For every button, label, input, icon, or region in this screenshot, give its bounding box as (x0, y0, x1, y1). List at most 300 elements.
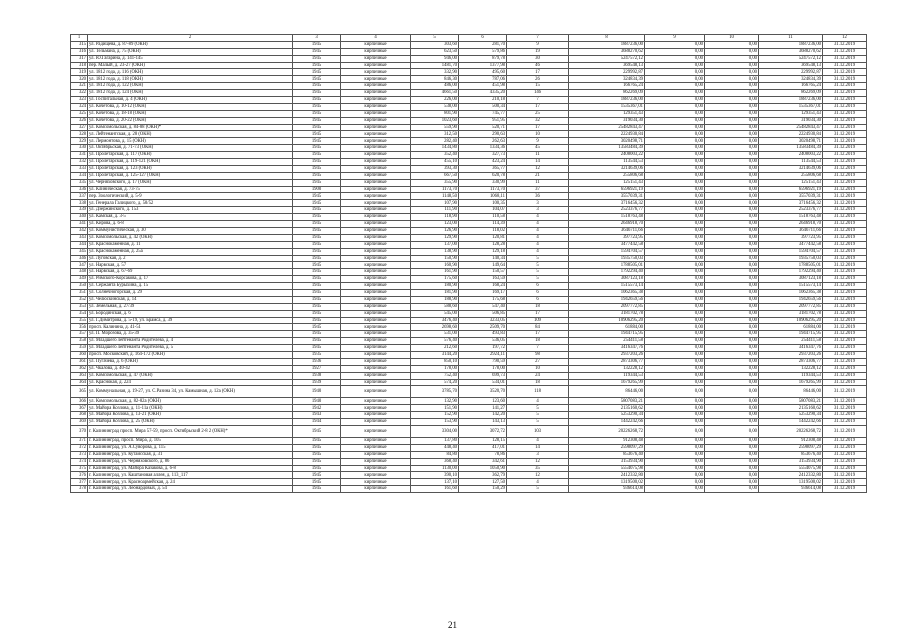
table-cell: 365,77 (459, 165, 507, 172)
table-cell: 1062365,38 (569, 289, 645, 296)
table-cell: 31.12.2019 (823, 207, 867, 214)
table-cell: кирпичные (341, 303, 411, 310)
table-cell: 0,00 (645, 419, 705, 426)
table-cell: 129351,43 (759, 110, 823, 117)
table-row (71, 248, 867, 255)
column-header: 5 (411, 35, 459, 42)
table-cell: 3477442,58 (569, 241, 645, 248)
table-cell: 1434,80 (411, 145, 459, 152)
table-cell: 226,00 (411, 97, 459, 104)
table-cell: 0,00 (705, 379, 759, 386)
table-cell: 1945 (293, 103, 341, 110)
table-cell: 0,00 (705, 97, 759, 104)
table-cell: 5 (507, 412, 569, 419)
table-cell: кирпичные (341, 379, 411, 386)
table-row (71, 365, 867, 372)
table-cell: 350 (71, 283, 88, 290)
table-cell: 12 (507, 165, 569, 172)
table-cell: 0,00 (645, 296, 705, 303)
table-cell: 1945 (293, 138, 341, 145)
table-cell: 3688270,62 (569, 48, 645, 55)
table-cell: 0,00 (705, 41, 759, 48)
table-cell: 31.12.2019 (823, 62, 867, 69)
table-cell: ул. Чкалова, д. 40-42 (88, 365, 293, 372)
table-cell: 9 (507, 138, 569, 145)
column-header: 4 (341, 35, 411, 42)
table-cell: 500,34 (459, 103, 507, 110)
table-cell: 0,00 (645, 317, 705, 324)
table-cell: кирпичные (341, 386, 411, 398)
table-cell: 2412332,80 (569, 472, 645, 479)
table-cell: 0,00 (705, 338, 759, 345)
table-row (71, 458, 867, 465)
table-cell: 1944715,95 (569, 331, 645, 338)
table-cell: г. Калининград, ул. Черняховского, д. 86 (88, 458, 293, 465)
table-cell: 3785,70 (411, 386, 459, 398)
table-cell: 787,06 (459, 76, 507, 83)
table-cell: кирпичные (341, 372, 411, 379)
table-cell: 0,00 (645, 324, 705, 331)
table-cell: 0,00 (645, 458, 705, 465)
table-cell: 111,90 (411, 207, 459, 214)
table-cell: 45 (507, 145, 569, 152)
table-cell: 0,00 (705, 145, 759, 152)
table-cell: 0,00 (705, 472, 759, 479)
table-cell: ул. Камская, д. 3-5 (88, 214, 293, 221)
table-cell: 3476,40 (411, 317, 459, 324)
table-cell: ул. Лермонтова, д. 15 (ОКН) (88, 138, 293, 145)
table-cell: 1945 (293, 110, 341, 117)
table-cell: 197,72 (459, 345, 507, 352)
table-cell: 417,01 (459, 444, 507, 451)
table-cell: 321 (71, 83, 88, 90)
table-cell: 0,00 (645, 62, 705, 69)
table-cell: 3477442,58 (759, 241, 823, 248)
table-cell: 336 (71, 186, 88, 193)
table-cell: 1130,00 (411, 465, 459, 472)
table-cell: 319034,30 (759, 117, 823, 124)
table-cell: ул. Дзержинского, д. 153 (88, 207, 293, 214)
table-cell: 178,00 (459, 365, 507, 372)
table-cell: 620,78 (459, 172, 507, 179)
table-cell: ул. Сержанта Бурыхина, д. 15 (88, 283, 293, 290)
table-cell: 324834,39 (759, 76, 823, 83)
table-cell: 0,00 (705, 412, 759, 419)
table-cell: кирпичные (341, 269, 411, 276)
table-cell: 17 (507, 331, 569, 338)
table-cell: г. Калининград просп. Мира 57-59, просп. Октябрьский 2-8 2 (ОКН)* (88, 425, 293, 437)
table-cell: 1940 (293, 386, 341, 398)
table-cell: г. Калининград, ул. Красноармейская, д. 24 (88, 479, 293, 486)
table-cell: 316 (71, 48, 88, 55)
table-cell: кирпичные (341, 200, 411, 207)
table-row (71, 317, 867, 324)
table-cell: 152,90 (411, 412, 459, 419)
table-cell: 2873306,77 (569, 358, 645, 365)
table-cell: 128,28 (459, 241, 507, 248)
table-cell: 0,00 (705, 324, 759, 331)
table-cell: 1945 (293, 234, 341, 241)
table-cell: 3716456,32 (569, 200, 645, 207)
houses-table (70, 34, 867, 493)
table-cell: 378 (71, 486, 88, 493)
table-cell: 0,00 (705, 372, 759, 379)
table-cell: кирпичные (341, 131, 411, 138)
table-cell: ул. Майора Козлова, д. 25 (ОКН) (88, 419, 293, 426)
table-cell: 35 (507, 465, 569, 472)
table-row (71, 152, 867, 159)
table-cell: г. Калининград, ул. Леонардовых, д. 54 (88, 486, 293, 493)
table-cell: 853676,40 (569, 451, 645, 458)
table-cell: 31.12.2019 (823, 234, 867, 241)
table-cell: кирпичные (341, 331, 411, 338)
table-row (71, 200, 867, 207)
table-cell: 25482843,47 (569, 124, 645, 131)
table-cell: кирпичные (341, 117, 411, 124)
table-cell: 1945 (293, 317, 341, 324)
table-cell: 10906295,20 (759, 317, 823, 324)
table-cell: 2937203,26 (759, 351, 823, 358)
table-cell: 31.12.2019 (823, 472, 867, 479)
table-cell: 2408003,22 (759, 152, 823, 159)
table-cell: 166765,24 (569, 83, 645, 90)
table-cell: кирпичные (341, 186, 411, 193)
table-row (71, 405, 867, 412)
table-cell: 397723,95 (569, 234, 645, 241)
table-cell: 1945 (293, 255, 341, 262)
table-cell: 169,17 (459, 289, 507, 296)
table-cell: 1938 (293, 372, 341, 379)
table-cell: 137,10 (411, 479, 459, 486)
table-cell: 0,00 (705, 289, 759, 296)
table-row (71, 193, 867, 200)
table-cell: кирпичные (341, 419, 411, 426)
table-cell: 31.12.2019 (823, 419, 867, 426)
table-cell: 0,00 (705, 76, 759, 83)
table-cell: 1945 (293, 338, 341, 345)
table-cell: 0,00 (645, 479, 705, 486)
table-cell: 1935750,03 (759, 255, 823, 262)
table-cell: 151,90 (411, 405, 459, 412)
table-cell: 317 (71, 55, 88, 62)
table-cell: 0,00 (705, 331, 759, 338)
table-cell: 175,68 (459, 296, 507, 303)
table-cell: кирпичные (341, 458, 411, 465)
table-cell: 374 (71, 458, 88, 465)
table-cell: ул. Краснокаменная, д. 25а (88, 248, 293, 255)
table-cell: ул. Ю.Гагарина, д. 141-145 (88, 55, 293, 62)
table-cell: 4661,50 (411, 90, 459, 97)
table-cell: 332 (71, 159, 88, 166)
table-row (71, 412, 867, 419)
table-cell: 86446,00 (569, 386, 645, 398)
table-cell: 6596921,19 (569, 186, 645, 193)
table-cell: 341 (71, 221, 88, 228)
table-cell: кирпичные (341, 193, 411, 200)
table-cell: кирпичные (341, 365, 411, 372)
table-cell: 31.12.2019 (823, 405, 867, 412)
table-row (71, 159, 867, 166)
table-cell: 1945 (293, 145, 341, 152)
table-cell: 0,00 (705, 262, 759, 269)
table-cell: 107,90 (411, 200, 459, 207)
table-row (71, 331, 867, 338)
table-cell: ул. Кочетова, д. 18-18 (ОКН) (88, 110, 293, 117)
table-cell: 3557039,31 (759, 193, 823, 200)
table-cell: 1334,36 (459, 145, 507, 152)
table-cell: 0,00 (645, 331, 705, 338)
table-cell: 4 (507, 234, 569, 241)
table-cell: 322 (71, 90, 88, 97)
table-cell: 338 (71, 200, 88, 207)
table-cell: 6596921,19 (759, 186, 823, 193)
table-row (71, 83, 867, 90)
table-cell: 752,40 (411, 372, 459, 379)
table-cell: кирпичные (341, 227, 411, 234)
table-cell: 323 (71, 97, 88, 104)
table-cell: 1945 (293, 131, 341, 138)
table-cell: кирпичные (341, 289, 411, 296)
table-cell: 84,80 (411, 451, 459, 458)
table-cell: 2408003,22 (569, 152, 645, 159)
table-row (71, 296, 867, 303)
table-cell: 0,00 (645, 338, 705, 345)
table-cell: 393,30 (411, 165, 459, 172)
table-cell: 369548,13 (569, 62, 645, 69)
table-cell: ул. Госпитальная, д. 4 (ОКН) (88, 97, 293, 104)
table-cell: 360 (71, 351, 88, 358)
table-cell: 0,00 (705, 90, 759, 97)
table-cell: кирпичные (341, 90, 411, 97)
table-cell: 340 (71, 214, 88, 221)
table-cell: 125151,43 (759, 179, 823, 186)
table-cell: 369 (71, 419, 88, 426)
table-cell: 330 (71, 145, 88, 152)
table-cell: 31.12.2019 (823, 398, 867, 405)
table-cell: 0,00 (705, 186, 759, 193)
table-cell: 31.12.2019 (823, 248, 867, 255)
table-cell: 138,90 (411, 248, 459, 255)
table-cell: 574,20 (411, 379, 459, 386)
table-row (71, 437, 867, 444)
table-cell: ул. Генерала Галицкого, д. 50/52 (88, 200, 293, 207)
table-cell: 2412332,80 (759, 472, 823, 479)
table-cell: 2097772,85 (569, 303, 645, 310)
table-cell: 31.12.2019 (823, 69, 867, 76)
column-header: 2 (88, 35, 293, 42)
column-header: 7 (507, 35, 569, 42)
table-cell: 3233,05 (459, 317, 507, 324)
table-cell: кирпичные (341, 62, 411, 69)
table-cell: ул. Тельмана, д. 75 (ОКН) (88, 48, 293, 55)
table-cell: 1940 (293, 398, 341, 405)
table-cell: 2224930,84 (759, 131, 823, 138)
table-cell: 150,29 (459, 486, 507, 493)
table-cell: 31.12.2019 (823, 486, 867, 493)
table-cell: 1319500,02 (569, 479, 645, 486)
table-cell: 4 (507, 214, 569, 221)
table-cell: кирпичные (341, 351, 411, 358)
table-cell: 18 (507, 379, 569, 386)
table-cell: 495,60 (459, 69, 507, 76)
table-cell: 1945 (293, 331, 341, 338)
table-cell: 32 (507, 117, 569, 124)
table-cell: 31.12.2019 (823, 386, 867, 398)
table-cell: ул. 1812 года, д. 118 (ОКН) (88, 76, 293, 83)
table-cell: 0,00 (645, 138, 705, 145)
table-cell: 2523376,77 (759, 207, 823, 214)
table-cell: 1945 (293, 289, 341, 296)
table-cell: 1945 (293, 172, 341, 179)
table-cell: ул. Младшего лейтенанта Родителева, д. 4 (88, 338, 293, 345)
table-cell: 534,01 (459, 379, 507, 386)
table-row (71, 310, 867, 317)
table-cell: 1936 (293, 358, 341, 365)
table-cell: 5247572,12 (759, 55, 823, 62)
table-cell: 0,00 (705, 276, 759, 283)
table-cell: кирпичные (341, 296, 411, 303)
table-cell: 27 (507, 358, 569, 365)
table-cell: 1942659,56 (759, 296, 823, 303)
table-cell: 2135160,62 (759, 405, 823, 412)
table-cell: 538,00 (411, 103, 459, 110)
table-cell: 31.12.2019 (823, 351, 867, 358)
table-cell: 0,00 (705, 165, 759, 172)
table-cell: 0,00 (645, 179, 705, 186)
table-cell: ул. Луговская, д. 2 (88, 255, 293, 262)
table-cell: 31.12.2019 (823, 193, 867, 200)
table-cell: 1945 (293, 241, 341, 248)
table-cell: 367 (71, 405, 88, 412)
table-cell: кирпичные (341, 76, 411, 83)
table-cell: кирпичные (341, 152, 411, 159)
table-cell: 506,85 (459, 310, 507, 317)
table-row (71, 283, 867, 290)
table-cell: 349 (71, 276, 88, 283)
table-cell: 114,39 (459, 221, 507, 228)
table-cell: 175,60 (411, 276, 459, 283)
table-cell: 0,00 (645, 255, 705, 262)
table-cell: 3 (507, 200, 569, 207)
table-cell: 31.12.2019 (823, 283, 867, 290)
table-cell: 0,00 (645, 103, 705, 110)
table-cell: ул. 1812 года, д. 122 (ОКН) (88, 83, 293, 90)
table-cell: кирпичные (341, 345, 411, 352)
table-cell: 31.12.2019 (823, 310, 867, 317)
table-cell: 345 (71, 248, 88, 255)
table-cell: 1481,70 (411, 62, 459, 69)
table-cell: 2598097,29 (569, 444, 645, 451)
table-cell: 11 (507, 179, 569, 186)
table-cell: 0,00 (705, 138, 759, 145)
table-cell: 1945 (293, 262, 341, 269)
table-cell: 255806,68 (759, 172, 823, 179)
table-cell: 129,90 (411, 234, 459, 241)
table-cell: 166765,24 (759, 83, 823, 90)
table-cell: 339 (71, 207, 88, 214)
table-cell: 0,00 (645, 227, 705, 234)
column-header: 10 (705, 35, 759, 42)
table-cell: 1518763,48 (569, 214, 645, 221)
table-cell: 1945 (293, 90, 341, 97)
table-cell: 0,00 (645, 276, 705, 283)
table-cell: 364 (71, 379, 88, 386)
table-cell: ул. Комсомольская, д. 84-88 (ОКН)* (88, 124, 293, 131)
table-cell: 229992,87 (759, 69, 823, 76)
table-cell: 132228,12 (759, 365, 823, 372)
table-cell: пер. Зоологический, д. 5-9 (88, 193, 293, 200)
table-cell: 365 (71, 386, 88, 398)
table-cell: ул. Октябрьская, д. 71-73 (ОКН) (88, 145, 293, 152)
table-cell: ул. Нарвская, д. 57 (88, 262, 293, 269)
table-cell: 3181702,78 (759, 310, 823, 317)
table-cell: 3716456,32 (759, 200, 823, 207)
table-cell: 31.12.2019 (823, 131, 867, 138)
table-cell: 0,00 (705, 103, 759, 110)
table-cell: 5253290,34 (759, 412, 823, 419)
table-cell: 5 (507, 276, 569, 283)
table-cell: 0,00 (645, 90, 705, 97)
table-cell: 0,00 (705, 193, 759, 200)
table-cell: 31.12.2019 (823, 255, 867, 262)
table-row (71, 207, 867, 214)
table-cell: 3144,20 (411, 351, 459, 358)
table-cell: 150,57 (459, 269, 507, 276)
table-row (71, 262, 867, 269)
table-cell: 0,00 (645, 472, 705, 479)
table-cell: 0,00 (645, 425, 705, 437)
table-cell: 331 (71, 152, 88, 159)
table-row (71, 103, 867, 110)
table-cell: 0,00 (645, 405, 705, 412)
table-cell: 368 (71, 412, 88, 419)
table-cell: 153,90 (411, 419, 459, 426)
table-cell: 31.12.2019 (823, 412, 867, 419)
table-cell: 0,00 (645, 159, 705, 166)
table-cell: 1945 (293, 444, 341, 451)
table-cell: 0,00 (705, 351, 759, 358)
table-cell: 1942 (293, 405, 341, 412)
table-cell: 178,00 (411, 365, 459, 372)
table-cell: кирпичные (341, 41, 411, 48)
table-cell: 0,00 (645, 269, 705, 276)
table-cell: ул. Коммунистическая, д. 30 (88, 227, 293, 234)
table-cell: кирпичные (341, 83, 411, 90)
table-cell: 0,00 (705, 419, 759, 426)
table-cell: 1945 (293, 193, 341, 200)
table-cell: 343 (71, 234, 88, 241)
table-cell: ул. Краснокаменная, д. 11 (88, 241, 293, 248)
table-cell: 25482843,47 (759, 124, 823, 131)
table-cell: кирпичные (341, 437, 411, 444)
table-cell: 0,00 (645, 41, 705, 48)
table-cell: 3688270,62 (759, 48, 823, 55)
table-cell: г. Калининград, ул. А.Суворова, д. 115 (88, 444, 293, 451)
table-cell: кирпичные (341, 138, 411, 145)
column-header: 8 (569, 35, 645, 42)
table-cell: кирпичные (341, 110, 411, 117)
table-cell: 31.12.2019 (823, 200, 867, 207)
table-body (71, 41, 867, 492)
table-cell: 31.12.2019 (823, 479, 867, 486)
table-cell: 1068,11 (459, 193, 507, 200)
header-row (71, 35, 867, 42)
table-cell: 3 (507, 451, 569, 458)
table-cell: 118,02 (459, 227, 507, 234)
table-cell: 326 (71, 117, 88, 124)
table-row (71, 179, 867, 186)
table-cell: 337 (71, 193, 88, 200)
